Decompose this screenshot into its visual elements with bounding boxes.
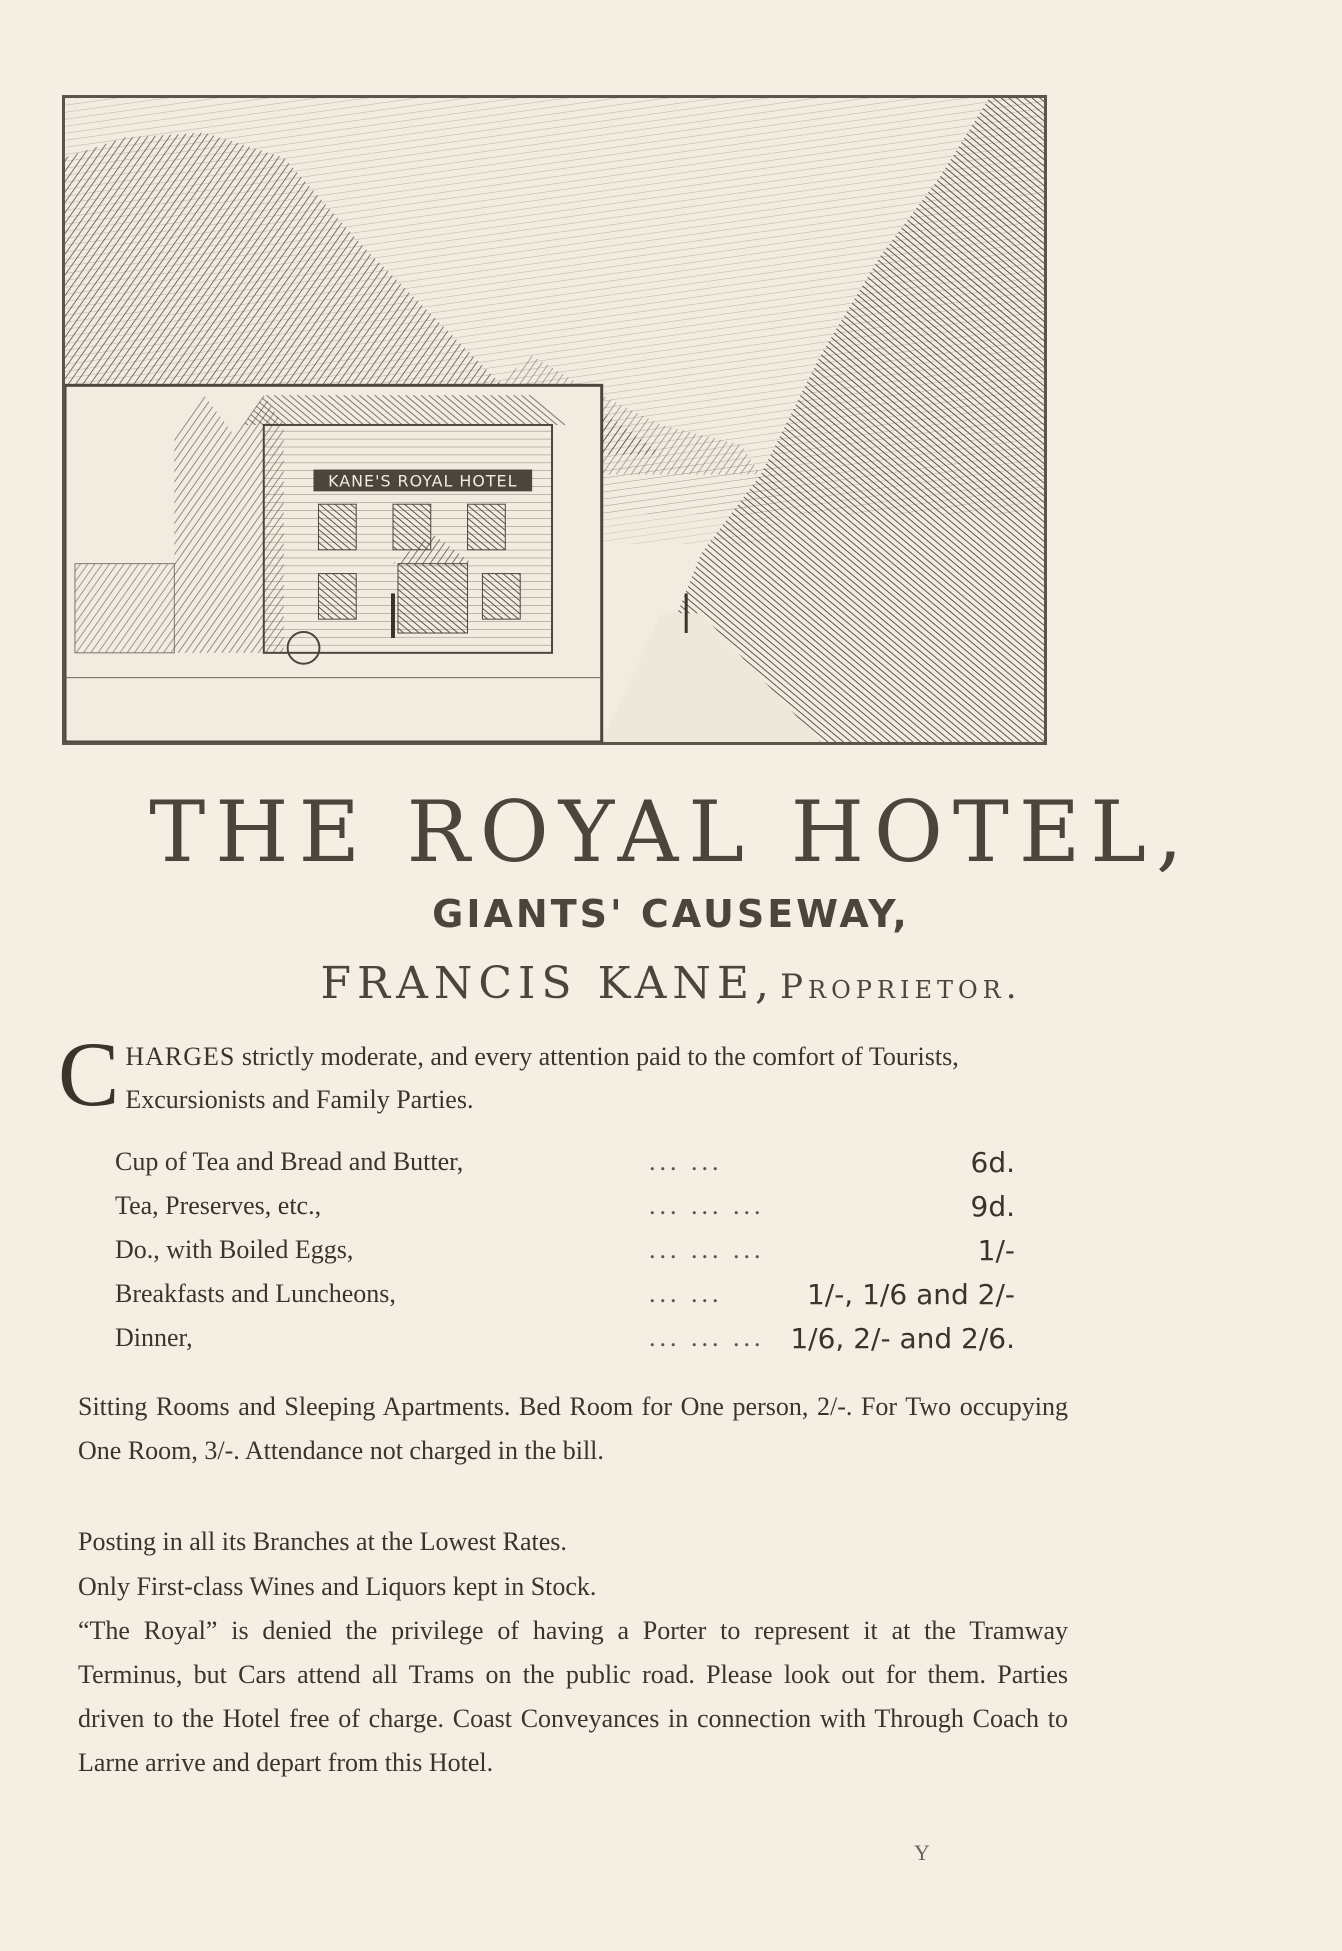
price-value: 1/- [977, 1233, 1015, 1267]
sign-text: KANE'S ROYAL HOTEL [328, 471, 518, 491]
price-row [115, 1140, 1015, 1184]
price-value: 9d. [970, 1189, 1015, 1223]
price-item: Tea, Preserves, etc., [115, 1191, 322, 1220]
page-subtitle: GIANTS' CAUSEWAY, [432, 892, 910, 936]
page-title: THE ROYAL HOTEL, [149, 783, 1193, 881]
intro-capword: HARGES [125, 1042, 236, 1071]
proprietor-line [0, 958, 1342, 1009]
price-list [115, 1140, 1015, 1360]
price-row [115, 1272, 1015, 1316]
price-item: Breakfasts and Luncheons, [115, 1279, 396, 1308]
posting-paragraph: Posting in all its Branches at the Lowest Rates. [78, 1527, 567, 1556]
intro-paragraph [58, 1023, 1070, 1125]
intro-text: strictly moderate, and every attention paid to the comfort of Tourists, Excursionists and Family Parties. [125, 1042, 959, 1114]
price-value: 6d. [970, 1145, 1015, 1179]
price-row [115, 1184, 1015, 1228]
price-item: Dinner, [115, 1323, 193, 1352]
drop-cap: C [58, 1023, 120, 1125]
rooms-paragraph: Sitting Rooms and Sleeping Apartments. Bed Room for One person, 2/-. For Two occupying One Room, 3/-. Attendance not charged in the bill. [78, 1392, 1068, 1465]
hotel-engraving [62, 95, 1047, 745]
wines-paragraph: Only First-class Wines and Liquors kept in Stock. [78, 1572, 597, 1601]
price-dots: ... ... ... [649, 1191, 765, 1220]
price-dots: ... ... ... [649, 1235, 765, 1264]
proprietor-role: Proprietor. [780, 967, 1022, 1007]
price-value: 1/6, 2/- and 2/6. [790, 1321, 1015, 1355]
price-row [115, 1228, 1015, 1272]
engraving-picture [65, 98, 1044, 742]
price-item: Cup of Tea and Bread and Butter, [115, 1147, 464, 1176]
price-value: 1/-, 1/6 and 2/- [806, 1277, 1015, 1311]
porter-paragraph: “The Royal” is denied the privilege of having a Porter to represent it at the Tramway Terminus, but Cars attend all Trams on the public road. Please look out for them. Parties driven to the Hotel free of charge. Coast Conveyances in connection with Through Coach to Larne arrive and depart from this Hotel. [78, 1616, 1068, 1777]
price-item: Do., with Boiled Eggs, [115, 1235, 354, 1264]
signature-mark: Y [914, 1840, 930, 1865]
proprietor-name: FRANCIS KANE, [320, 958, 776, 1009]
price-dots: ... ... [649, 1147, 723, 1176]
price-row [115, 1316, 1015, 1360]
price-dots: ... ... [649, 1279, 723, 1308]
price-dots: ... ... ... [649, 1323, 765, 1352]
